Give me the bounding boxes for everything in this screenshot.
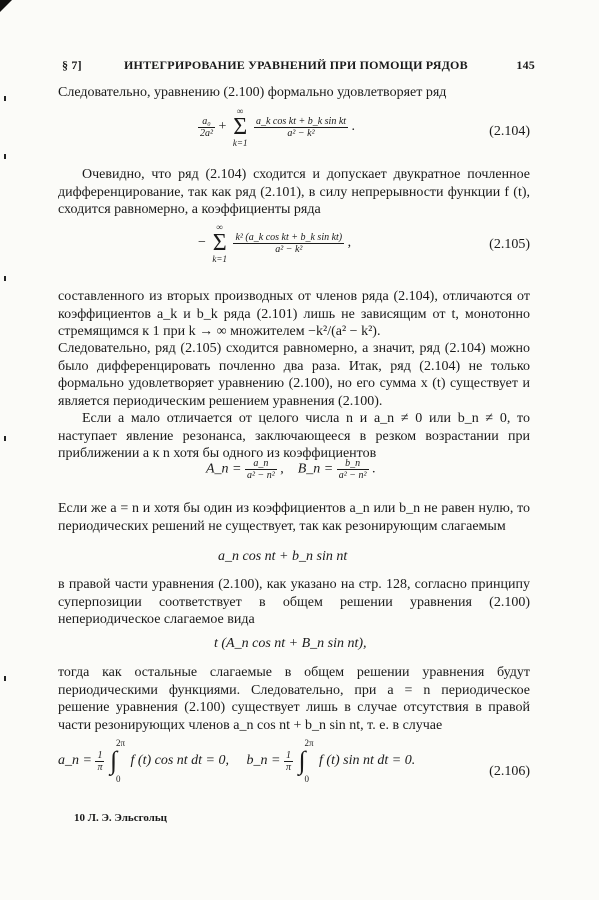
equation-2-106: a_n = $\frac{1}{\pi}$ 2π ∫ 0 f (t) cos nt dt = 0, b_n = $\frac{1}{\pi}$ 2π ∫ 0 f (t) sin nt dt = 0. xyxy=(58,738,416,784)
integral-symbol: 2π ∫ 0 xyxy=(298,738,314,784)
margin-mark xyxy=(4,436,6,441)
paragraph-7: в правой части уравнения (2.100), как указано на стр. 128, согласно принципу суперпозиции соответствует в общем решении уравнения (2.100) непериодическое слагаемое вида xyxy=(58,577,530,627)
page-footer: 10 Л. Э. Эльсгольц xyxy=(74,812,167,824)
margin-mark xyxy=(4,276,6,281)
margin-mark xyxy=(4,676,6,681)
fraction: $\frac{\text{k² (a\_k cos kt + b\_k sin kt)}}{\text{a² − k²}}$ xyxy=(235,231,343,255)
equation-2-104: $\frac{\text{a₀}}{\text{2a²}}$ + ∞ Σ k=1 $\frac{\text{a\_k cos kt + b\_k sin kt}}{\text{a² − k²}}$ . xyxy=(200,106,356,148)
fraction: $\frac{a\_n}{\text{a² − n²}}$ xyxy=(247,458,275,481)
fraction: $\frac{b\_n}{\text{a² − n²}}$ xyxy=(338,458,367,481)
paragraph-5: Если a мало отличается от целого числа n и a_n ≠ 0 или b_n ≠ 0, то наступает явление резонанса, заключающееся в резком возрастании при приближении a к n хотя бы одного из коэффициентов xyxy=(58,411,530,461)
paragraph-2: Очевидно, что ряд (2.104) сходится и допускает двукратное почленное дифференцирование, так как ряд (2.101), в силу непрерывности функции f (t), сходится равномерно, а коэффициенты ряда xyxy=(58,167,530,217)
fraction: $\frac{\text{a₀}}{\text{2a²}}$ xyxy=(200,115,213,139)
paragraph-6: Если же a = n и хотя бы один из коэффициентов a_n или b_n не равен нулю, то периодических решений не существует, так как резонирующим слагаемым xyxy=(58,501,530,534)
equation-number: (2.106) xyxy=(489,764,530,779)
resonant-term: a_n cos nt + b_n sin nt xyxy=(218,549,348,564)
chapter-title: ИНТЕГРИРОВАНИЕ УРАВНЕНИЙ ПРИ ПОМОЩИ РЯДОВ xyxy=(124,58,468,72)
page-corner-mark xyxy=(0,0,12,12)
fraction: $\frac{1}{\pi}$ xyxy=(285,749,291,773)
sum-symbol: ∞ Σ k=1 xyxy=(232,106,248,148)
sum-symbol: ∞ Σ k=1 xyxy=(212,222,227,264)
running-header xyxy=(62,58,535,76)
equation-number: (2.104) xyxy=(489,124,530,139)
fraction: $\frac{\text{a\_k cos kt + b\_k sin kt}}{\text{a² − k²}}$ xyxy=(255,115,347,139)
paragraph-3: составленного из вторых производных от членов ряда (2.104), отличаются от коэффициентов a_k и b_k ряда (2.101) лишь не зависящим от t, монотонно стремящимся к 1 при k → ∞ множителем −k²/(a² − k²). xyxy=(58,289,530,339)
coefficient-formulas: A_n = $\frac{a\_n}{\text{a² − n²}}$ , B_n = $\frac{b\_n}{\text{a² − n²}}$ . xyxy=(206,458,376,481)
paragraph-1: Следовательно, уравнению (2.100) формально удовлетворяет ряд xyxy=(58,85,447,100)
paragraph-4: Следовательно, ряд (2.105) сходится равномерно, а значит, ряд (2.104) можно было дифференцировать почленно два раза. Итак, ряд (2.104) не только формально удовлетворяет уравнению (2.100), но его сумма x (t) существует и является периодическим решением уравнения (2.100). xyxy=(58,341,530,409)
page-number: 145 xyxy=(516,58,535,72)
integral-symbol: 2π ∫ 0 xyxy=(109,738,126,784)
equation-number: (2.105) xyxy=(489,237,530,252)
margin-mark xyxy=(4,96,6,101)
nonperiodic-term: t (A_n cos nt + B_n sin nt), xyxy=(214,636,367,651)
section-marker: § 7] xyxy=(62,58,82,72)
paragraph-8: тогда как остальные слагаемые в общем решении уравнения будут периодическими функциями. Следовательно, при a = n периодическое решение уравнения (2.100) существует лишь в случае отсутствия в правой части резонирующих членов a_n cos nt + b_n sin nt, т. е. в случае xyxy=(58,665,530,733)
fraction: $\frac{1}{\pi}$ xyxy=(97,749,103,773)
equation-2-105: − ∞ Σ k=1 $\frac{\text{k² (a\_k cos kt + b\_k sin kt)}}{\text{a² − k²}}$ , xyxy=(198,222,352,264)
margin-mark xyxy=(4,154,6,159)
